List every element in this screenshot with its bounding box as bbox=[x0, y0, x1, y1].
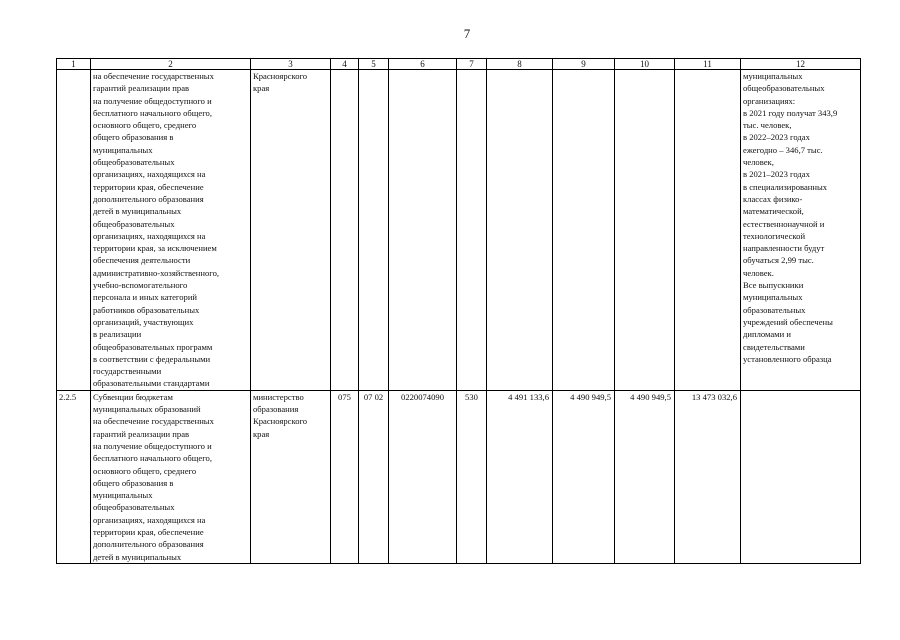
column-number-row bbox=[57, 59, 861, 70]
amount-2023-cell bbox=[615, 70, 675, 391]
description-cell: Субвенции бюджетам муниципальных образований на обеспечение государственных гарантий реализации прав на получение общедоступного и бесплатного начального общего, основного общего, среднего общего образования в муниципальных общеобразовательных организациях, находящихся на территории края, обеспечение дополнительного образования детей в муниципальных bbox=[91, 390, 251, 563]
amount-total-cell: 13 473 032,6 bbox=[675, 390, 741, 563]
executor-cell: Красноярского края bbox=[251, 70, 331, 391]
column-header: 12 bbox=[741, 59, 861, 70]
column-header: 5 bbox=[359, 59, 389, 70]
expected-result-cell bbox=[741, 390, 861, 563]
page-number: 7 bbox=[463, 26, 471, 41]
amount-2021-cell bbox=[487, 70, 553, 391]
executor-cell: министерство образования Красноярского края bbox=[251, 390, 331, 563]
amount-2022-cell: 4 490 949,5 bbox=[553, 390, 615, 563]
table-row bbox=[57, 390, 861, 563]
budget-table bbox=[56, 58, 861, 564]
table-row bbox=[57, 70, 861, 391]
gbs-code-cell: 075 bbox=[331, 390, 359, 563]
expense-type-cell bbox=[457, 70, 487, 391]
expected-result-cell: муниципальных общеобразовательных организациях: в 2021 году получат 343,9 тыс. человек, в 2022–2023 годах ежегодно – 346,7 тыс. человек, в 2021–2023 годах в специализированных классах физико- математической, естественнонаучной и технологической направленности будут обучаться 2,99 тыс. человек. Все выпускники муниципальных образовательных учреждений обеспечены дипломами и свидетельствами установленного образца bbox=[741, 70, 861, 391]
column-header: 4 bbox=[331, 59, 359, 70]
amount-2022-cell bbox=[553, 70, 615, 391]
column-header: 11 bbox=[675, 59, 741, 70]
expense-type-cell: 530 bbox=[457, 390, 487, 563]
gbs-code-cell bbox=[331, 70, 359, 391]
column-header: 7 bbox=[457, 59, 487, 70]
column-header: 6 bbox=[389, 59, 457, 70]
column-header: 8 bbox=[487, 59, 553, 70]
section-code-cell: 07 02 bbox=[359, 390, 389, 563]
amount-total-cell bbox=[675, 70, 741, 391]
column-header: 3 bbox=[251, 59, 331, 70]
column-header: 2 bbox=[91, 59, 251, 70]
amount-2023-cell: 4 490 949,5 bbox=[615, 390, 675, 563]
row-number-cell: 2.2.5 bbox=[57, 390, 91, 563]
target-article-cell: 0220074090 bbox=[389, 390, 457, 563]
description-cell: на обеспечение государственных гарантий реализации прав на получение общедоступного и бесплатного начального общего, основного общего, среднего общего образования в муниципальных общеобразовательных организациях, находящихся на территории края, обеспечение дополнительного образования детей в муниципальных общеобразовательных организациях, находящихся на территории края, за исключением обеспечения деятельности административно-хозяйственного, учебно-вспомогательного персонала и иных категорий работников образовательных организаций, участвующих в реализации общеобразовательных программ в соответствии с федеральными государственными образовательными стандартами bbox=[91, 70, 251, 391]
amount-2021-cell: 4 491 133,6 bbox=[487, 390, 553, 563]
column-header: 10 bbox=[615, 59, 675, 70]
row-number-cell bbox=[57, 70, 91, 391]
section-code-cell bbox=[359, 70, 389, 391]
column-header: 9 bbox=[553, 59, 615, 70]
column-header: 1 bbox=[57, 59, 91, 70]
target-article-cell bbox=[389, 70, 457, 391]
